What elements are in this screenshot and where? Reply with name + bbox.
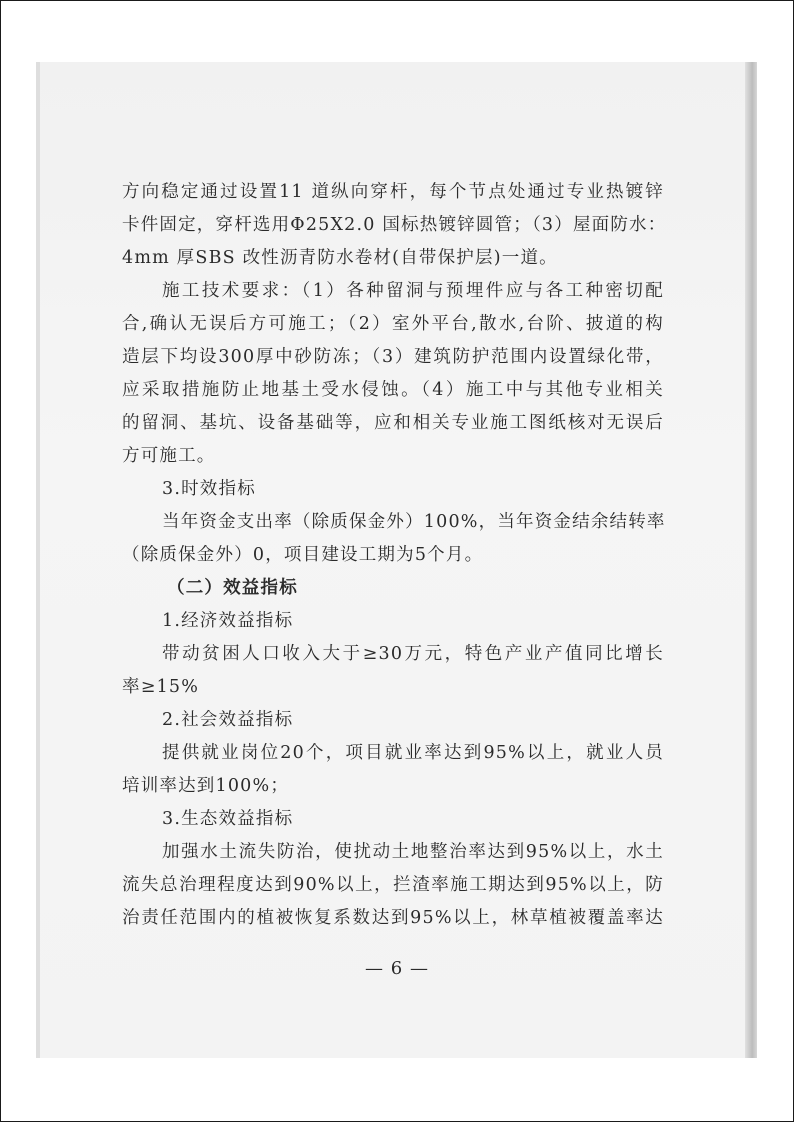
body-line: 治责任范围内的植被恢复系数达到95%以上，林草植被覆盖率达 (122, 908, 664, 928)
body-line: 应采取措施防止地基土受水侵蚀。（4）施工中与其他专业相关 (122, 380, 664, 400)
body-line: 卡件固定，穿杆选用Φ25X2.0 国标热镀锌圆管；（3）屋面防水： (122, 215, 667, 235)
body-line: 的留洞、基坑、设备基础等，应和相关专业施工图纸核对无误后 (122, 413, 664, 433)
body-line: 流失总治理程度达到90%以上，拦渣率施工期达到95%以上，防 (122, 875, 664, 895)
section-heading: 3.时效指标 (162, 479, 256, 499)
section-heading: （二）效益指标 (167, 578, 298, 598)
page-number: — 6 — (365, 958, 429, 979)
section-heading: 1.经济效益指标 (162, 611, 294, 631)
document-body (122, 176, 667, 935)
scan-right-edge (745, 62, 757, 1058)
section-heading: 2.社会效益指标 (162, 710, 294, 730)
scan-left-edge (36, 62, 40, 1058)
body-line: 当年资金支出率（除质保金外）100%，当年资金结余结转率 (162, 512, 666, 532)
body-line: 4mm 厚SBS 改性沥青防水卷材(自带保护层)一道。 (122, 248, 558, 268)
section-heading: 3.生态效益指标 (162, 809, 294, 829)
body-line: 造层下均设300厚中砂防冻；（3）建筑防护范围内设置绿化带， (122, 347, 664, 367)
body-line: 加强水土流失防治，使扰动土地整治率达到95%以上，水土 (162, 842, 664, 862)
body-line: 提供就业岗位20个，项目就业率达到95%以上，就业人员 (162, 743, 664, 763)
body-line: 方向稳定通过设置11 道纵向穿杆，每个节点处通过专业热镀锌 (122, 182, 664, 202)
body-line: 培训率达到100%； (122, 776, 290, 796)
body-line: 合,确认无误后方可施工；（2）室外平台,散水,台阶、披道的构 (122, 314, 664, 334)
body-line: 带动贫困人口收入大于≥30万元，特色产业产值同比增长 (162, 644, 664, 664)
body-line: 施工技术要求：（1）各种留洞与预埋件应与各工种密切配 (162, 281, 664, 301)
body-line: 方可施工。 (122, 446, 216, 466)
body-line: 率≥15% (122, 677, 200, 697)
body-line: （除质保金外）0，项目建设工期为5个月。 (122, 545, 484, 565)
